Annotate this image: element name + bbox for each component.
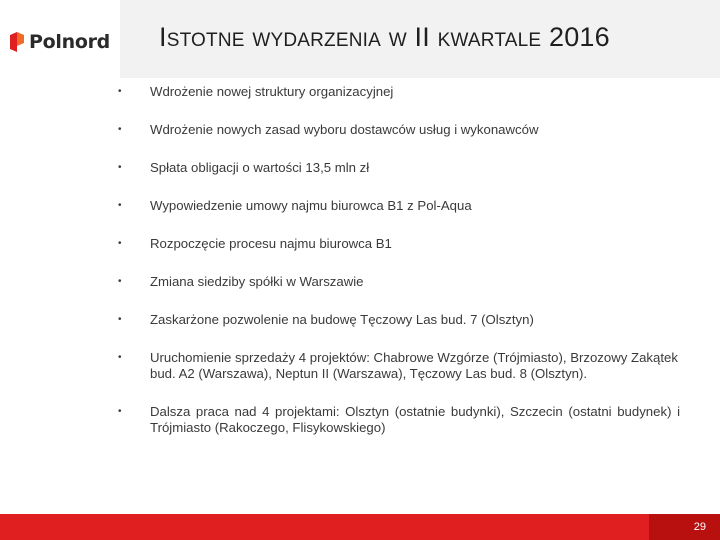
bullet-marker: • (118, 276, 122, 287)
bullet-text: Uruchomienie sprzedaży 4 projektów: Chabrowe Wzgórze (Trójmiasto), Brzozowy Zakątek bud. A2 (Warszawa), Neptun II (Warszawa), Tęczowy Las bud. 8 (Olsztyn). (150, 350, 678, 381)
list-item (118, 198, 680, 214)
logo-area (0, 0, 120, 78)
bullet-text: Zaskarżone pozwolenie na budowę Tęczowy Las bud. 7 (Olsztyn) (150, 312, 534, 327)
bullet-text: Wypowiedzenie umowy najmu biurowca B1 z Pol-Aqua (150, 198, 472, 213)
bullet-text: Rozpoczęcie procesu najmu biurowca B1 (150, 236, 392, 251)
bullet-marker: • (118, 200, 122, 211)
bullet-marker: • (118, 238, 122, 249)
list-item (118, 160, 680, 176)
list-item (118, 122, 680, 138)
bullet-marker: • (118, 406, 122, 417)
polnord-logo (8, 28, 110, 56)
list-item (118, 236, 680, 252)
list-item (118, 404, 680, 436)
bullet-text: Dalsza praca nad 4 projektami: Olsztyn (ostatnie budynki), Szczecin (ostatni budynek) i Trójmiasto (Rakoczego, Flisykowskiego) (150, 404, 680, 435)
list-item (118, 274, 680, 290)
page-number: 29 (693, 521, 706, 533)
footer-bar (0, 514, 720, 540)
page-number-box (649, 514, 720, 540)
bullet-list (118, 84, 680, 458)
bullet-marker: • (118, 86, 122, 97)
list-item (118, 312, 680, 328)
bullet-marker: • (118, 124, 122, 135)
bullet-text: Spłata obligacji o wartości 13,5 mln zł (150, 160, 370, 175)
bullet-text: Zmiana siedziby spółki w Warszawie (150, 274, 364, 289)
bullet-text: Wdrożenie nowej struktury organizacyjnej (150, 84, 394, 99)
bullet-text: Wdrożenie nowych zasad wyboru dostawców usług i wykonawców (150, 122, 539, 137)
bullet-marker: • (118, 314, 122, 325)
logo-text: Polnord (29, 31, 110, 53)
polnord-logo-icon (8, 31, 26, 53)
page-title: Istotne wydarzenia w II kwartale 2016 (159, 22, 610, 52)
list-item (118, 84, 680, 100)
bullet-marker: • (118, 352, 122, 363)
bullet-marker: • (118, 162, 122, 173)
list-item (118, 350, 680, 382)
